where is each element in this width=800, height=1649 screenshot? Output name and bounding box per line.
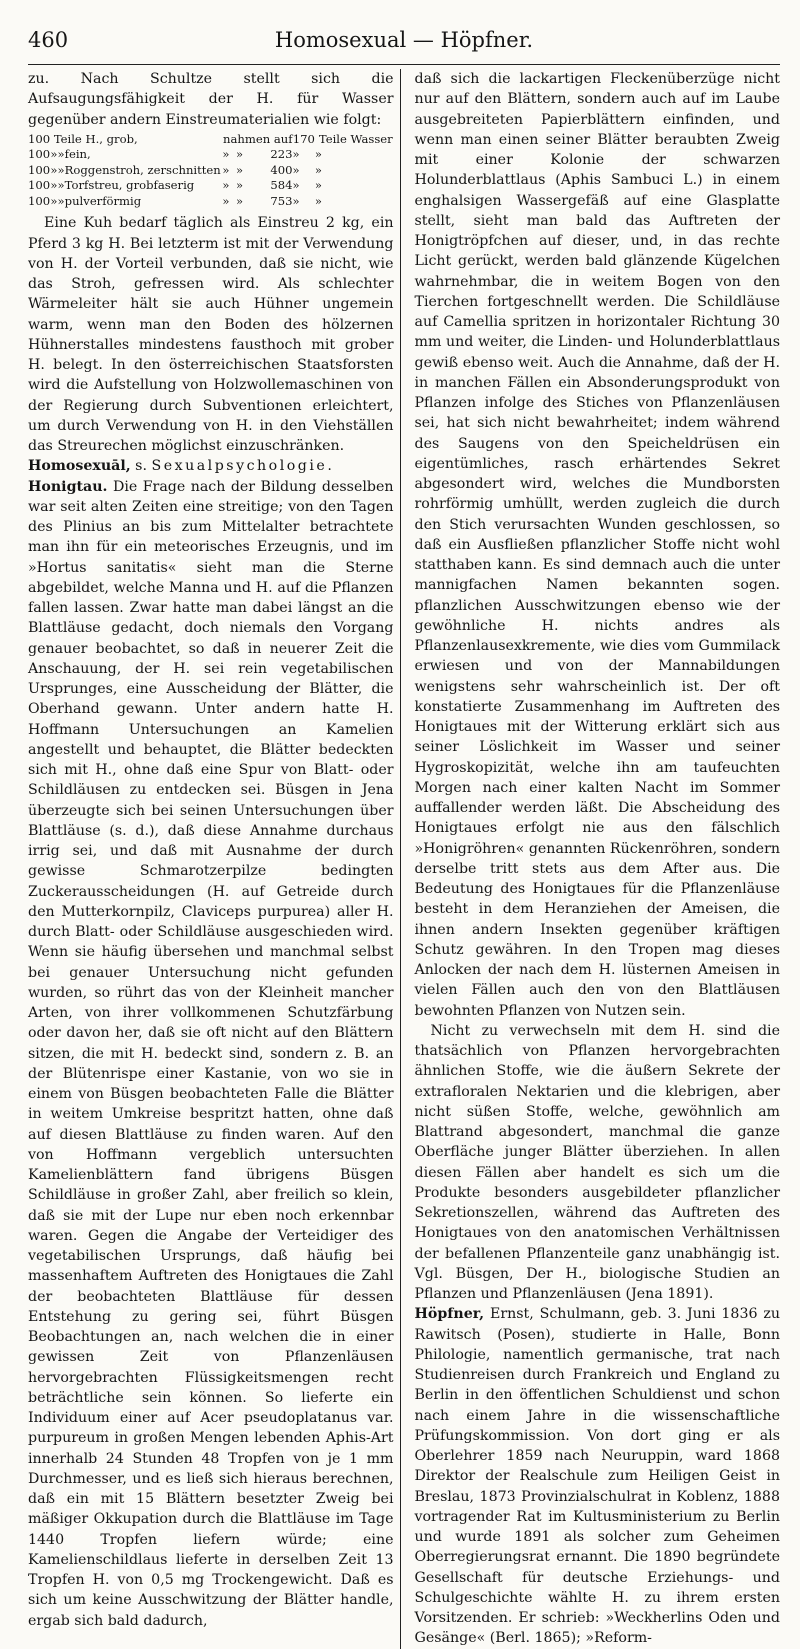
dictionary-page (28, 28, 780, 1649)
absorption-table (28, 132, 394, 210)
entry-headword: Honigtau. (28, 478, 108, 495)
text-columns (28, 69, 780, 1649)
table-cell: » (222, 193, 230, 208)
running-title: Homosexual — Höpfner. (274, 28, 534, 52)
table-cell: 100 (28, 178, 51, 193)
table-cell: » (50, 162, 58, 177)
table-cell: pulverförmig (64, 193, 142, 208)
table-cell: 223 (270, 147, 293, 162)
entry-text: s. (130, 458, 152, 475)
entry-text: Die Frage nach der Bildung desselben war seit alten Zeiten eine streitige; von den Tagen des Plinius an bis zum Mittelalter betrachtete man ihn für ein meteorisches Erzeugnis, und im »Hortus sanitatis« sieht man die Sterne abgebildet, welche Manna und H. auf die Pflanzen fallen lassen. Zwar hatte man dabei längst an die Blattläuse gedacht, doch niemals den Vorgang genauer beobachtet, so daß in neuerer Zeit die Anschauung, der H. sei rein vegetabilischen Ursprunges, eine Ausscheidung der Blätter, die Oberhand gewann. Unter andern hatte H. Hoffmann Untersuchungen an Kamelien angestellt und behauptet, die Blätter bedeckten sich mit H., ohne daß eine Spur von Blatt- oder Schildläusen zu entdecken sei. Büsgen in Jena überzeugte sich bei seinen Untersuchungen über Blattläuse (s. d.), daß diese Annahme durchaus irrig sei, und daß mit Ausnahme der durch gewisse Schmarotzerpilze bedingten Zuckerausscheidungen (H. auf Getreide durch den Mutterkornpilz, Claviceps purpurea) aller H. durch Blatt- oder Schildläuse ausgeschieden wird. Wenn sie häufig übersehen und manchmal selbst bei genauer Untersuchung nicht gefunden wurden, so rührt das von der Kleinheit mancher Arten, von ihrer vollkommenen Schutzfärbung oder davon her, daß sie oft nicht auf den Blättern sitzen, die mit H. bedeckt sind, sondern z. B. an der Blütenrispe einer Kastanie, von wo sie in einem von Büsgen beobachteten Falle die Blätter in weitem Umkreise bespritzt hatten, ohne daß auf diesen Blattläuse zu finden waren. Auf den von Hoffmann vergeblich untersuchten Kamelienblättern fand übrigens Büsgen Schildläuse in großer Zahl, aber freilich so klein, daß sie mit der Lupe nur eben noch erkennbar waren. Gegen die Angabe der Verteidiger des vegetabilischen Ursprungs, daß häufig bei massenhaftem Auftreten des Honigtaues die Zahl der beobachteten Blattläuse für dessen Entstehung zu gering sei, führt Büsgen Beobachtungen an, nach welchen die in einer gewissen Zeit von Pflanzenläusen hervorgebrachten Flüssigkeitsmengen recht beträchtliche sein können. So lieferte ein Individuum einer auf Acer pseudoplatanus var. purpureum in großen Mengen lebenden Aphis-Art innerhalb 24 Stunden 48 Tropfen von je 1 mm Durchmesser, und es ließ sich hieraus berechnen, daß ein mit 15 Blättern besetzter Zweig bei mäßiger Okkupation durch die Blattläuse im Tage 1440 Tropfen liefern würde; eine Kamelienschildlaus lieferte in derselben Zeit 13 Tropfen H. von 0,5 mg Trockengewicht. Daß es sich um keine Ausschwitzung der Blätter handle, ergab sich bald dadurch, (28, 478, 394, 1629)
paragraph-honigtau-distinction: Nicht zu verwechseln mit dem H. sind die thatsächlich von Pflanzen hervorgebrachten ähnlichen Stoffe, wie die äußern Sekrete der extrafloralen Nektarien und die klebrigen, aber nicht süßen Stoffe, welche, gewöhnlich am Blattrand abgesondert, manchmal die ganze Oberfläche junger Blätter überziehen. In allen diesen Fällen aber handelt es sich um die Produkte besonders ausgebildeter pflanzlicher Sekretionszellen, während das Auftreten des Honigtaues von den anatomischen Verhältnissen der befallenen Pflanzenteile ganz unabhängig ist. Vgl. Büsgen, Der H., biologische Studien an Pflanzen und Pflanzenläusen (Jena 1891). (414, 1022, 780, 1302)
table-cell: » (314, 193, 322, 208)
table-cell: » (50, 193, 58, 208)
table-row (28, 163, 394, 179)
table-cell: 100 (28, 147, 51, 162)
table-cell: » (292, 147, 300, 162)
table-cell: 100 (28, 193, 51, 208)
table-cell: » (222, 178, 230, 193)
table-cell: » (50, 178, 58, 193)
cross-reference-link[interactable]: Sexualpsychologie. (151, 458, 335, 475)
table-cell: » (314, 178, 322, 193)
table-header-row (28, 132, 394, 148)
table-cell: » (222, 162, 230, 177)
table-row (28, 147, 394, 163)
table-cell: » (57, 178, 65, 193)
right-column (411, 69, 781, 1649)
table-cell: » (236, 147, 244, 162)
table-cell: » (292, 178, 300, 193)
table-row (28, 178, 394, 194)
table-row (28, 194, 394, 210)
table-cell: » (292, 193, 300, 208)
entry-hoepfner (415, 1304, 781, 1648)
table-cell: » (236, 162, 244, 177)
table-cell: fein, (64, 147, 91, 162)
left-column (28, 69, 401, 1649)
table-cell: 100 Teile H., grob, (28, 131, 138, 146)
table-cell: » (57, 162, 65, 177)
header-rule (28, 64, 780, 65)
table-cell: Teile Wasser (318, 131, 393, 146)
paragraph-einstreu: Eine Kuh bedarf täglich als Einstreu 2 kg, ein Pferd 3 kg H. Bei letzterm ist mit der Verwendung von H. der Vorteil verbunden, daß sie nicht, wie das Stroh, gefressen wird. Als schlechter Wärmeleiter hält sie auch Hühner ungemein warm, wenn man den Boden des hölzernen Hühnerstalles mindestens fausthoch mit grober H. belegt. In den österreichischen Staatsforsten wird die Aufstellung von Holzwollemaschinen von der Regierung durch Subventionen erleichtert, um durch Verwendung von H. in den Viehställen das Streurechen möglichst einzuschränken. (28, 215, 394, 454)
table-cell: » (314, 162, 322, 177)
table-cell: 170 (292, 131, 315, 146)
entry-homosexual (28, 456, 394, 476)
table-cell: » (222, 147, 230, 162)
table-cell: 584 (270, 178, 293, 193)
entry-text: Ernst, Schulmann, geb. 3. Juni 1836 zu Rawitsch (Posen), studierte in Halle, Bonn Philologie, namentlich germanische, trat nach Studienreisen durch Frankreich und England zu Berlin in den öffentlichen Schuldienst und schon nach einem Jahre in die wissenschaftliche Prüfungskommission. Von dort ging er als Oberlehrer 1859 nach Neuruppin, ward 1868 Direktor der Realschule zum Heiligen Geist in Breslau, 1873 Provinzialschulrat in Koblenz, 1888 vortragender Rat im Kultusministerium zu Berlin und wurde 1891 als solcher zum Geheimen Oberregierungsrat ernannt. Die 1890 begründete Gesellschaft für deutsche Erziehungs- und Schulgeschichte wählte H. zu ihrem ersten Vorsitzenden. Er schrieb: »Weckherlins Oden und Gesänge« (Berl. 1865); »Reform- (414, 1306, 780, 1647)
table-cell: » (50, 147, 58, 162)
page-header (28, 28, 780, 62)
table-cell: Roggenstroh, zerschnitten (64, 162, 221, 177)
table-cell: » (57, 193, 65, 208)
table-cell: 753 (270, 193, 293, 208)
entry-headword: Höpfner, (414, 1306, 485, 1323)
table-cell: » (57, 147, 65, 162)
entry-honigtau (28, 477, 394, 1631)
table-cell: » (236, 178, 244, 193)
table-cell: » (236, 193, 244, 208)
table-cell: » (292, 162, 300, 177)
table-cell: 400 (270, 162, 293, 177)
table-cell: Torfstreu, grobfaserig (64, 178, 195, 193)
page-number: 460 (28, 28, 69, 52)
table-cell: nahmen auf (223, 131, 293, 146)
entry-headword: Homosexuāl, (28, 458, 131, 475)
table-cell: » (314, 147, 322, 162)
paragraph-intro: zu. Nach Schultze stellt sich die Aufsaugungsfähigkeit der H. für Wasser gegenüber andern Einstreumaterialien wie folgt: (28, 71, 394, 128)
table-cell: 100 (28, 162, 51, 177)
paragraph-honigtau-continued: daß sich die lackartigen Fleckenüberzüge nicht nur auf den Blättern, sondern auch auf im Laube ausgebreiteten Papierblättern einfinden, und wenn man einen seiner Blätter beraubten Zweig mit einer Kolonie der schwarzen Holunderblattlaus (Aphis Sambuci L.) in einem enghalsigen Wassergefäß auf eine Glasplatte stellt, sieht man bald das Auftreten der Honigtröpfchen auf dieser, und, in das rechte Licht gerückt, werden bald glänzende Kügelchen wahrnehmbar, die in weitem Bogen von den Tierchen fortgeschnellt werden. Die Schildläuse auf Camellia spritzen in horizontaler Richtung 30 mm und weiter, die Linden- und Holunderblattlaus gewiß ebenso weit. Auch die Annahme, daß der H. in manchen Fällen ein Absonderungsprodukt von Pflanzen infolge des Stiches von Pflanzenläusen sei, hat sich nicht bewahrheitet; indem während des Saugens von den Speicheldrüsen ein eigentümliches, rasch erhärtendes Sekret abgesondert wird, welches die Mundborsten rohrförmig umhüllt, werden zugleich die durch den Stich verursachten Wunden geschlossen, so daß ein Ausfließen pflanzlicher Stoffe nicht wohl statthaben kann. Es sind demnach auch die unter mannigfachen Namen bekannten sogen. pflanzlichen Ausschwitzungen ebenso wie der gewöhnliche H. nichts andres als Pflanzenlausexkremente, wie dies vom Gummilack erwiesen und von der Mannabildungen wenigstens sehr wahrscheinlich ist. Der oft konstatierte Zusammenhang im Auftreten des Honigtaues mit der Witterung erklärt sich aus seiner Löslichkeit im Wasser und seiner Hygroskopizität, welche ihn am taufeuchten Morgen nach einer kalten Nacht im Sommer auffallender werden läßt. Die Abscheidung des Honigtaues erfolgt nie aus den fälschlich »Honigröhren« genannten Rückenröhren, sondern derselbe tritt stets aus dem After aus. Die Bedeutung des Honigtaues für die Pflanzenläuse besteht in dem Heranziehen der Ameisen, die ihnen andern Insekten gegenüber kräftigen Schutz gewähren. In den Tropen mag dieses Anlocken der nach dem H. lüsternen Ameisen in vielen Fällen auch den von den Blattläusen bewohnten Pflanzen von Nutzen sein. (414, 71, 780, 1019)
